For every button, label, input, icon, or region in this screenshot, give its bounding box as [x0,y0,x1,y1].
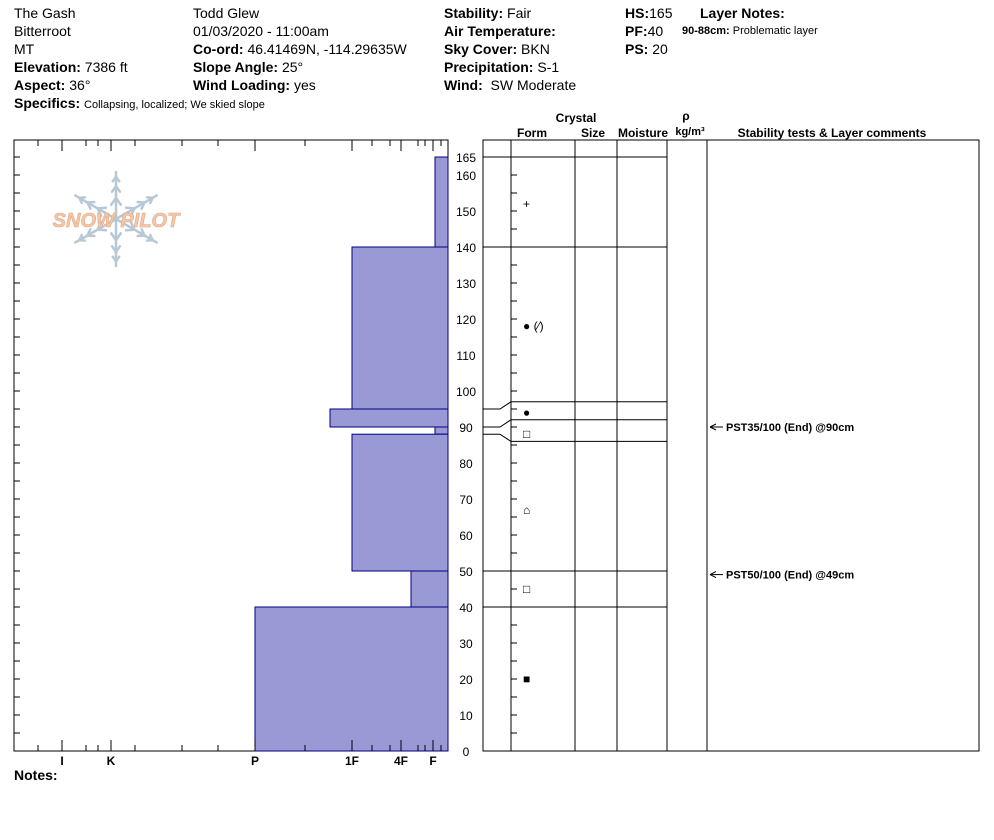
height-label: 150 [455,205,477,219]
hardness-label: I [60,754,64,768]
slope-label: Slope Angle: [193,59,279,75]
hardness-bar-2 [330,409,448,427]
hs-label: HS: [625,5,650,21]
height-label: 130 [455,277,477,291]
flake-branch [88,235,95,236]
size-header: Size [580,126,606,140]
pf-value: 40 [647,23,664,39]
elevation-label: Elevation: [14,59,81,75]
crystal-form-symbol: ● [523,405,531,420]
coord-value: 46.41469N, -114.29635W [247,41,407,57]
layer-notes-label: Layer Notes: [700,5,785,21]
hs-value: 165 [649,5,673,21]
height-label: 50 [459,565,473,579]
height-label: 20 [459,673,473,687]
flake-branch [126,208,134,209]
height-label: 100 [455,385,477,399]
hardness-bar-6 [255,607,448,751]
elevation-value: 7386 ft [84,59,128,75]
height-label: 80 [459,457,473,471]
hardness-bar-4 [352,434,448,571]
slope-value: 25° [281,59,304,75]
stability-test-label: PST35/100 (End) @90cm [726,422,855,434]
wind-loading-value: yes [293,77,316,93]
hardness-label: 4F [393,754,409,768]
crystal-table-frame [483,140,979,751]
sky-value: BKN [521,41,550,57]
state-name: MT [14,41,35,57]
wind-label: Wind: [444,77,483,93]
density-unit-header: kg/m³ [675,126,705,138]
form-column-ticks [511,157,517,733]
precip-label: Precipitation: [444,59,534,75]
height-label: 10 [459,709,473,723]
layer-connector [483,434,511,441]
rho-header: ρ [682,109,690,123]
observer-name: Todd Glew [193,5,260,21]
height-label: 60 [459,529,473,543]
left-height-ticks [14,157,20,751]
coord-label: Co-ord: [193,41,244,57]
layer-note-text: Problematic layer [732,25,818,37]
specifics-value: Collapsing, localized; We skied slope [84,99,265,111]
hardness-label: 1F [344,754,360,768]
height-label: 40 [459,601,473,615]
location-name: The Gash [14,5,76,21]
hardness-label: P [250,754,260,768]
comments-header: Stability tests & Layer comments [737,126,927,140]
crystal-form-symbol: ⌂ [523,502,531,517]
aspect-label: Aspect: [14,77,66,93]
wind-loading-label: Wind Loading: [193,77,291,93]
layer-connector [483,402,511,409]
crystal-form-symbol: ■ [523,672,531,686]
hardness-bar-3 [435,427,448,434]
hardness-bar-0 [435,157,448,247]
logo-text: SNOW PILOT [52,210,180,232]
crystal-header: Crystal [555,111,597,125]
height-label: 70 [459,493,473,507]
crystal-form-symbol: □ [523,582,531,596]
sky-label: Sky Cover: [444,41,518,57]
height-label: 160 [455,169,477,183]
height-label: 110 [456,349,476,363]
snowpilot-logo [53,172,181,266]
crystal-form-symbol: ● (⁄) [523,319,544,334]
ps-label: PS: [625,41,649,57]
crystal-form-symbol: □ [523,427,531,442]
height-label: 165 [455,151,477,165]
crystal-form-symbol: + [523,196,531,211]
height-axis [456,151,476,759]
specifics-label: Specifics: [14,95,81,111]
notes-label: Notes: [14,767,58,783]
stability-label: Stability: [444,5,504,21]
stability-test-label: PST50/100 (End) @49cm [726,569,855,582]
hardness-bar-5 [411,571,448,607]
height-label: 120 [455,313,477,327]
height-label: 0 [462,745,470,759]
height-label: 140 [455,241,477,255]
observation-datetime: 01/03/2020 - 11:00am [193,23,329,39]
table-column-lines [511,140,707,751]
pf-label: PF: [625,23,648,39]
height-label: 90 [459,421,473,435]
hardness-bar-1 [352,247,448,409]
moisture-header: Moisture [617,126,669,140]
precip-value: S-1 [537,59,560,75]
stability-tests [710,422,854,582]
form-header: Form [517,126,547,140]
layer-note-range: 90-88cm: [682,25,730,37]
stability-value: Fair [507,5,532,21]
flake-branch [138,202,145,203]
aspect-value: 36° [69,77,91,93]
hardness-label: F [429,754,437,768]
height-label: 30 [459,637,473,651]
hardness-label: K [106,754,116,768]
hardness-bars [255,157,448,751]
range-name: Bitterroot [14,23,71,39]
ps-value: 20 [652,41,668,57]
layer-connector [483,420,511,427]
air-temp-label: Air Temperature: [444,23,556,39]
wind-value: SW Moderate [490,77,577,93]
